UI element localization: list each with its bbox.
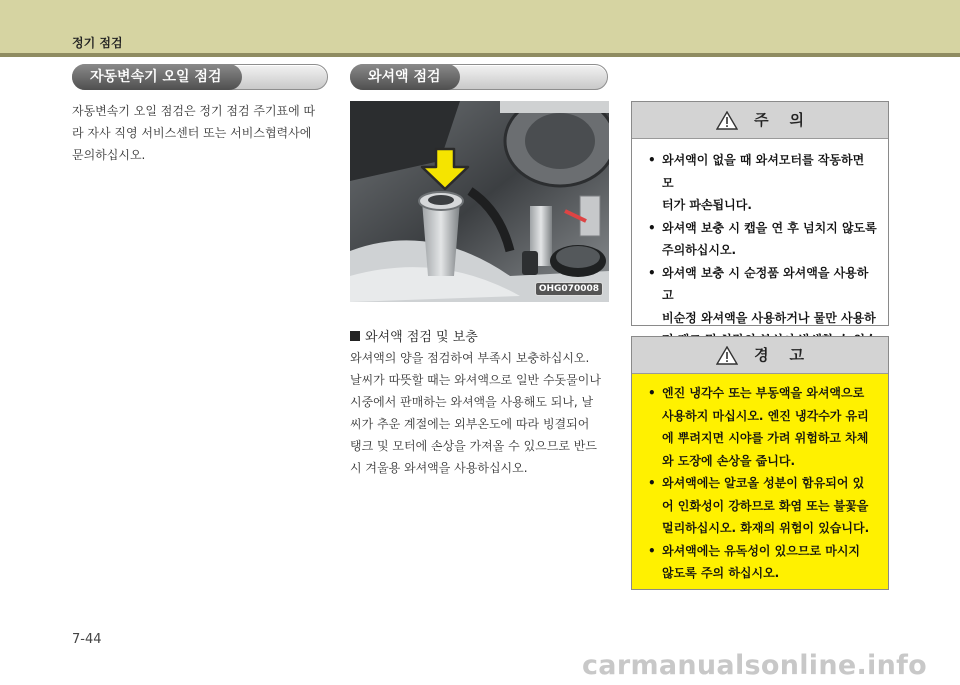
- list-item-line: 터가 파손됩니다.: [662, 198, 752, 212]
- list-item-line: 어 인화성이 강하므로 화염 또는 불꽃을: [662, 498, 869, 513]
- list-item-line: 비순정 와셔액을 사용하거나 물만 사용하: [662, 310, 876, 325]
- list-item-line: 와 도장에 손상을 줍니다.: [662, 453, 796, 468]
- list-item-line: 주의하십시오.: [662, 243, 737, 257]
- paragraph-line: 시중에서 판매하는 와셔액을 사용해도 되나, 날: [350, 395, 594, 409]
- washer-fluid-paragraph: [350, 347, 610, 479]
- warning-title: 경 고: [754, 346, 804, 364]
- warning-triangle-icon: [716, 111, 738, 130]
- list-item-line: • 와셔액 보충 시 캡을 연 후 넘치지 않도록: [662, 220, 877, 235]
- square-bullet-icon: [350, 331, 360, 341]
- list-item-line: • 와셔액에는 유독성이 있으므로 마시지: [662, 543, 861, 558]
- list-item-line: 에 뿌려지면 시야를 가려 위험하고 차체: [662, 431, 869, 445]
- list-item: [644, 540, 878, 585]
- paragraph-line: 씨가 추운 계절에는 외부온도에 따라 빙결되어: [350, 417, 590, 431]
- caution-box: [631, 101, 889, 326]
- list-item-line: 멀리하십시오. 화재의 위험이 있습니다.: [662, 521, 870, 535]
- paragraph-line: 문의하십시오.: [72, 148, 146, 162]
- warning-header: [632, 337, 888, 374]
- transmission-oil-heading-bar: [72, 64, 328, 90]
- engine-bay-illustration: [350, 101, 609, 302]
- engine-bay-photo: [350, 101, 609, 302]
- list-item-line: • 와셔액이 없을 때 와셔모터를 작동하면 모: [662, 153, 865, 190]
- photo-code: OHG070008: [535, 282, 603, 296]
- list-item: [644, 472, 878, 540]
- paragraph-line: 시 겨울용 와셔액을 사용하십시오.: [350, 461, 528, 475]
- warning-box: [631, 336, 889, 590]
- caution-title: 주 의: [754, 111, 804, 129]
- paragraph-line: 와셔액의 양을 점검하여 부족시 보충하십시오.: [350, 351, 590, 365]
- list-item: [644, 217, 878, 262]
- paragraph-line: 자동변속기 오일 점검은 정기 점검 주기표에 따: [72, 104, 316, 118]
- list-item-line: • 엔진 냉각수 또는 부동액을 와셔액으로: [662, 386, 865, 400]
- page-number: 7-44: [72, 632, 102, 647]
- list-item: [644, 149, 878, 217]
- watermark: carmanualsonline.info: [582, 650, 928, 681]
- list-item-line: 사용하지 마십시오. 엔진 냉각수가 유리: [662, 408, 869, 423]
- list-item: [644, 382, 878, 472]
- list-item-line: • 와셔액에는 알코올 성분이 함유되어 있: [662, 476, 865, 490]
- washer-fluid-heading-bar: [350, 64, 608, 90]
- washer-sub-heading: [350, 326, 478, 345]
- washer-fluid-heading: 와셔액 점검: [350, 64, 460, 90]
- paragraph-line: 탱크 및 모터에 손상을 가져올 수 있으므로 반드: [350, 439, 597, 453]
- transmission-oil-heading: 자동변속기 오일 점검: [72, 64, 242, 90]
- warning-triangle-icon: [716, 346, 738, 365]
- caution-header: [632, 102, 888, 139]
- sub-heading-text: 와셔액 점검 및 보충: [365, 330, 478, 345]
- paragraph-line: 라 자사 직영 서비스센터 또는 서비스협력사에: [72, 126, 312, 140]
- section-title: 정기 점검: [72, 36, 123, 50]
- paragraph-line: 날씨가 따뜻할 때는 와셔액으로 일반 수돗물이나: [350, 373, 601, 387]
- list-item-line: • 와셔액 보충 시 순정품 와셔액을 사용하고: [662, 265, 869, 302]
- list-item-line: 않도록 주의 하십시오.: [662, 566, 780, 580]
- transmission-oil-paragraph: [72, 100, 334, 166]
- header-band: [0, 0, 960, 57]
- warning-list: [632, 374, 888, 585]
